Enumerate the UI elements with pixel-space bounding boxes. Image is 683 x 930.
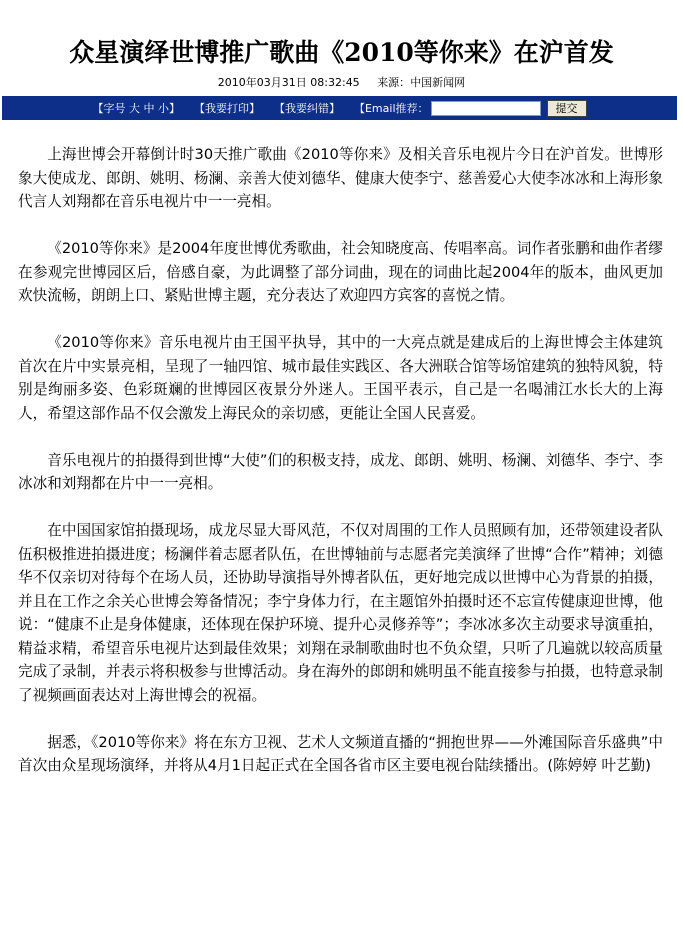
article-paragraph: 在中国国家馆拍摄现场，成龙尽显大哥风范，不仅对周围的工作人员照顾有加，还带领建设者队伍积极推进拍摄进度；杨澜伴着志愿者队伍，在世博轴前与志愿者完美演绎了世博“合作”精神；刘德华不仅亲切对待每个在场人员，还协助导演指导外博者队伍，更好地完成以世博中心为背景的拍摄，并且在工作之余关心世博会筹备情况；李宁身体力行，在主题馆外拍摄时还不忘宣传健康迎世博，他说：“健康不止是身体健康，还体现在保护环境、提升心灵修养等”；李冰冰多次主动要求导演重拍，精益求精，希望音乐电视片达到最佳效果；刘翔在录制歌曲时也不负众望，只听了几遍就以较高质量完成了录制，并表示将积极参与世博活动。身在海外的郎朗和姚明虽不能直接参与拍摄，也特意录制了视频画面表达对上海世博会的祝福。 bbox=[18, 522, 663, 704]
font-large-link[interactable]: 大 bbox=[128, 102, 140, 115]
bracket-open: 【 bbox=[273, 102, 285, 115]
article-title: 众星演绎世博推广歌曲《2010等你来》在沪首发 bbox=[69, 37, 614, 67]
article-paragraph: 音乐电视片的拍摄得到世博“大使”们的积极支持，成龙、郎朗、姚明、杨澜、刘德华、李宁、李冰冰和刘翔都在片中一一亮相。 bbox=[18, 451, 663, 492]
font-small-link[interactable]: 小 bbox=[157, 102, 169, 115]
article-body bbox=[18, 143, 663, 801]
bracket-close: 】 bbox=[248, 102, 260, 115]
print-link[interactable]: 我要打印 bbox=[204, 102, 249, 115]
article-paragraph: 据悉，《2010等你来》将在东方卫视、艺术人文频道直播的“拥抱世界——外滩国际音乐盛典”中首次由众星现场演绎，并将从4月1日起正式在全国各省市区主要电视台陆续播出。(陈婷婷 叶艺勤) bbox=[18, 733, 663, 774]
article-paragraph: 《2010等你来》音乐电视片由王国平执导，其中的一大亮点就是建成后的上海世博会主体建筑首次在片中实景亮相，呈现了一轴四馆、城市最佳实践区、各大洲联合馆等场馆建筑的独特风貌，特别是绚丽多姿、色彩斑斓的世博园区夜景分外迷人。王国平表示，自己是一名喝浦江水长大的上海人，希望这部作品不仅会激发上海民众的亲切感，更能让全国人民喜爱。 bbox=[18, 334, 663, 422]
font-size-group bbox=[92, 100, 180, 116]
email-group bbox=[354, 100, 429, 116]
bracket-close: 】 bbox=[328, 102, 340, 115]
font-size-label: 字号 bbox=[103, 102, 126, 115]
publish-datetime: 2010年03月31日 08:32:45 bbox=[217, 76, 360, 89]
submit-button[interactable]: 提交 bbox=[547, 100, 587, 117]
correct-group bbox=[274, 100, 340, 116]
article-paragraph: 《2010等你来》是2004年度世博优秀歌曲，社会知晓度高、传唱率高。词作者张鹏和曲作者缪在参观完世博园区后，倍感自豪，为此调整了部分词曲，现在的词曲比起2004年的版本，曲风更加欢快流畅，朗朗上口、紧贴世博主题，充分表达了欢迎四方宾客的喜悦之情。 bbox=[18, 240, 663, 304]
print-group bbox=[194, 100, 260, 116]
source-value: 中国新闻网 bbox=[410, 76, 466, 89]
email-label: Email推荐： bbox=[364, 102, 429, 115]
correct-link[interactable]: 我要纠错 bbox=[284, 102, 329, 115]
bracket-open: 【 bbox=[193, 102, 205, 115]
font-medium-link[interactable]: 中 bbox=[143, 102, 155, 115]
source-label: 来源： bbox=[377, 76, 411, 89]
article-paragraph: 上海世博会开幕倒计时30天推广歌曲《2010等你来》及相关音乐电视片今日在沪首发。世博形象大使成龙、郎朗、姚明、杨澜、亲善大使刘德华、健康大使李宁、慈善爱心大使李冰冰和上海形象代言人刘翔都在音乐电视片中一一亮相。 bbox=[18, 146, 663, 210]
bracket-open: 【 bbox=[92, 102, 104, 115]
article-toolbar bbox=[2, 96, 677, 120]
bracket-close: 】 bbox=[168, 102, 180, 115]
bracket-open: 【 bbox=[353, 102, 365, 115]
article-meta bbox=[0, 75, 683, 91]
email-input[interactable] bbox=[431, 101, 541, 116]
